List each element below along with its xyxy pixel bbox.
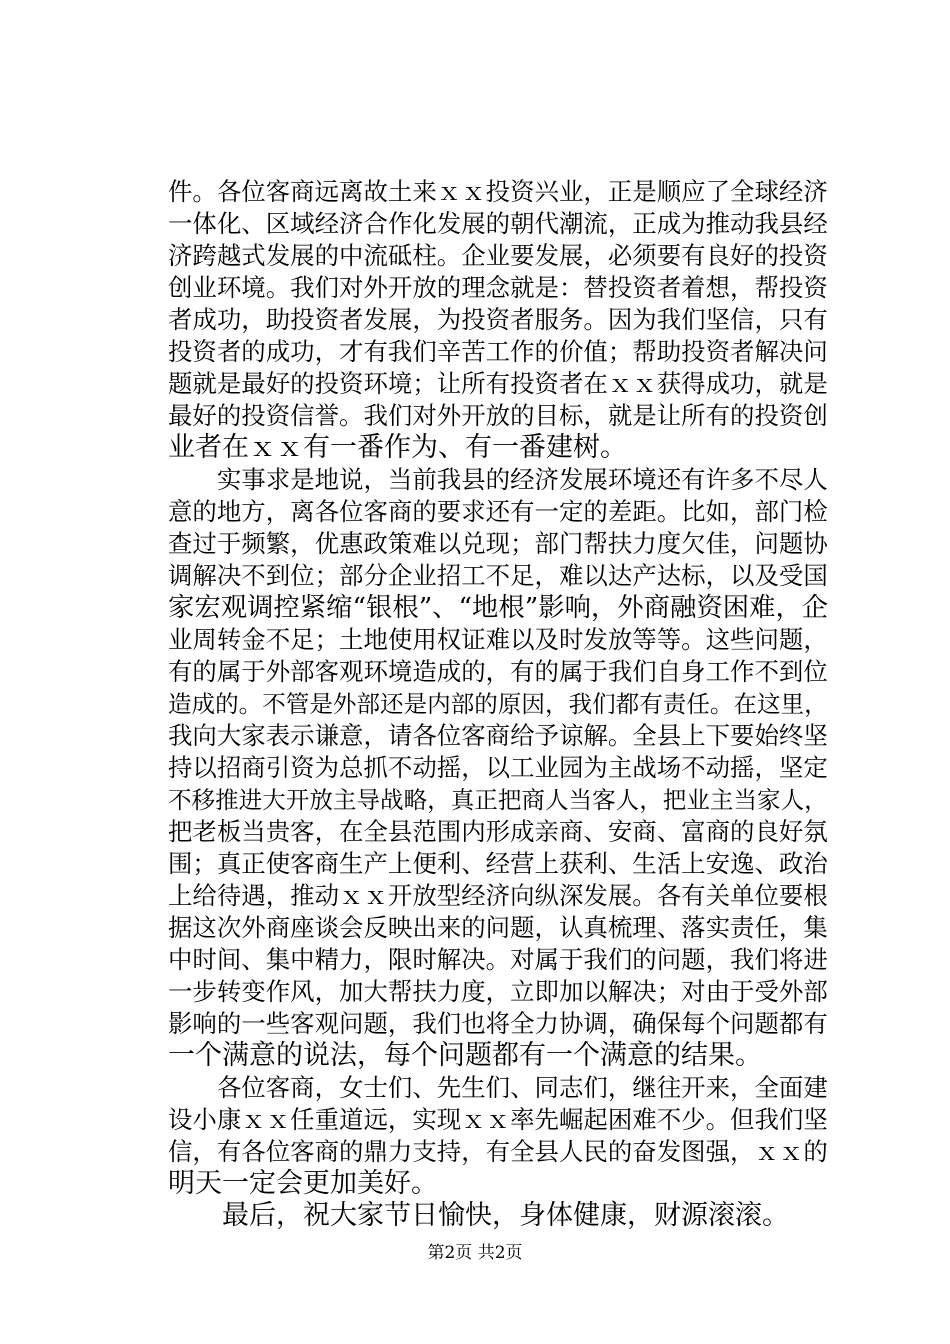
text-line: 上给待遇，推动ｘｘ开放型经济向纵深发展。各有关单位要根 <box>168 881 828 910</box>
text-line: 业周转金不足；土地使用权证难以及时发放等等。这些问题， <box>168 625 828 654</box>
text-line: 实事求是地说，当前我县的经济发展环境还有许多不尽人 <box>168 465 828 494</box>
text-line: 业者在ｘｘ有一番作为、有一番建树。 <box>168 432 627 463</box>
page-footer <box>0 1242 950 1264</box>
text-line: 造成的。不管是外部还是内部的原因，我们都有责任。在这里， <box>168 690 828 718</box>
text-line: 影响的一些客观问题，我们也将全力协调，确保每个问题都有 <box>168 1009 828 1038</box>
text-line: 投资者的成功，才有我们辛苦工作的价值；帮助投资者解决问 <box>168 337 828 366</box>
text-line: 中时间、集中精力，限时解决。对属于我们的问题，我们将进 <box>168 945 828 974</box>
text-line: 查过于频繁，优惠政策难以兑现；部门帮扶力度欠佳，问题协 <box>168 529 828 558</box>
text-line: 调解决不到位；部分企业招工不足，难以达产达标，以及受国 <box>168 561 828 590</box>
text-line: 家宏观调控紧缩“银根”、“地根”影响，外商融资困难，企 <box>168 593 829 623</box>
document-body <box>168 176 828 1232</box>
text-line: 据这次外商座谈会反映出来的问题，认真梳理、落实责任，集 <box>168 913 828 942</box>
text-line: 意的地方，离各位客商的要求还有一定的差距。比如，部门检 <box>168 497 828 526</box>
text-line: 最好的投资信誉。我们对外开放的目标，就是让所有的投资创 <box>168 401 828 430</box>
text-line: 持以招商引资为总抓不动摇，以工业园为主战场不动摇，坚定 <box>168 753 828 782</box>
text-line: 各位客商，女士们、先生们、同志们，继往开来，全面建 <box>168 1073 828 1102</box>
text-line: 一个满意的说法，每个问题都有一个满意的结果。 <box>168 1040 762 1071</box>
text-line: 我向大家表示谦意，请各位客商给予谅解。全县上下要始终坚 <box>168 721 828 750</box>
text-line: 最后，祝大家节日愉快，身体健康，财源滚滚。 <box>168 1200 789 1231</box>
text-line: 创业环境。我们对外开放的理念就是：替投资者着想，帮投资 <box>168 273 828 302</box>
text-line: 者成功，助投资者发展，为投资者服务。因为我们坚信，只有 <box>168 305 828 334</box>
page-number: 第2页 共2页 <box>427 1243 523 1263</box>
text-line: 设小康ｘｘ任重道远，实现ｘｘ率先崛起困难不少。但我们坚 <box>168 1105 828 1134</box>
text-line: 把老板当贵客，在全县范围内形成亲商、安商、富商的良好氛 <box>168 817 828 846</box>
text-line: 件。各位客商远离故土来ｘｘ投资兴业，正是顺应了全球经济 <box>168 177 828 206</box>
text-line: 有的属于外部客观环境造成的，有的属于我们自身工作不到位 <box>168 657 828 686</box>
text-line: 题就是最好的投资环境；让所有投资者在ｘｘ获得成功，就是 <box>168 369 828 398</box>
text-line: 信，有各位客商的鼎力支持，有全县人民的奋发图强，ｘｘ的 <box>168 1137 828 1166</box>
text-line: 一体化、区域经济合作化发展的朝代潮流，正成为推动我县经 <box>168 209 828 238</box>
text-line: 围；真正使客商生产上便利、经营上获利、生活上安逸、政治 <box>168 849 828 878</box>
text-line: 不移推进大开放主导战略，真正把商人当客人，把业主当家人， <box>168 786 828 814</box>
text-line: 一步转变作风，加大帮扶力度，立即加以解决；对由于受外部 <box>168 977 828 1006</box>
text-line: 济跨越式发展的中流砥柱。企业要发展，必须要有良好的投资 <box>168 241 828 270</box>
text-line: 明天一定会更加美好。 <box>168 1168 438 1199</box>
